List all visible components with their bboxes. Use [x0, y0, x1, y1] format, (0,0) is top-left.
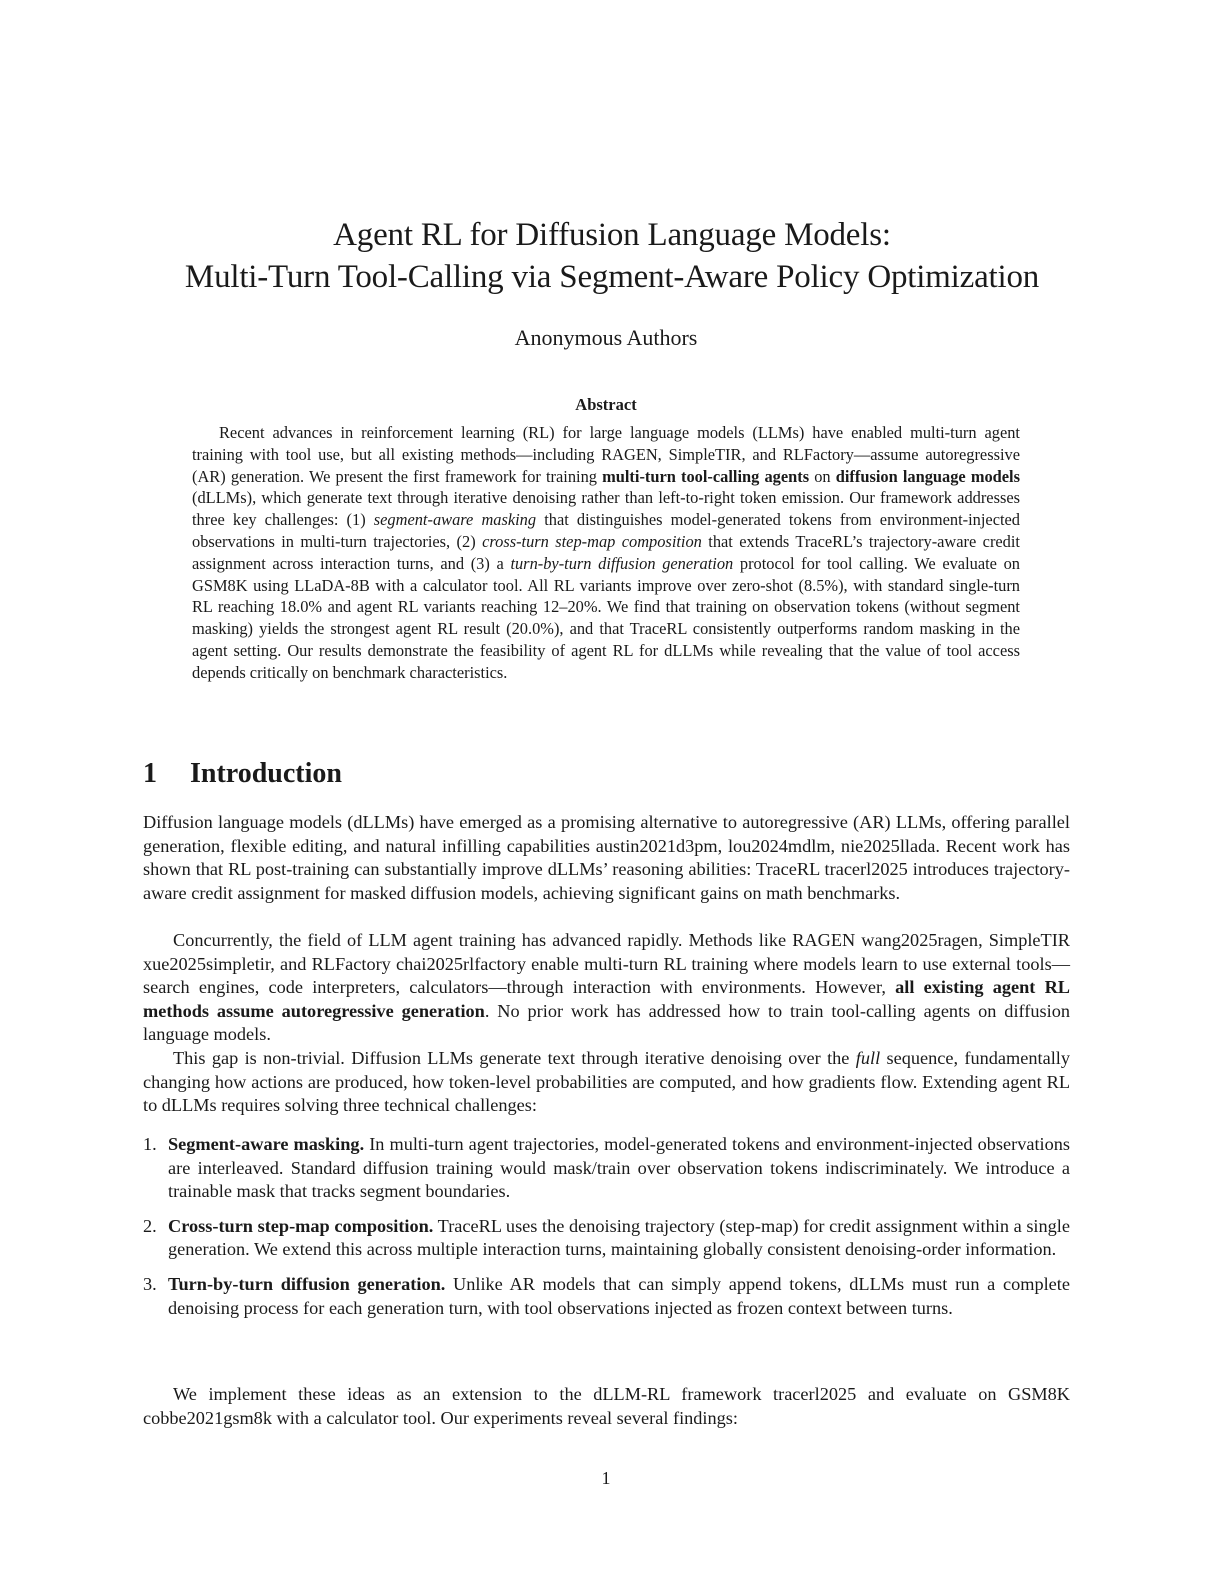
paragraph-span: This gap is non-trivial. Diffusion LLMs generate text through iterative denoising over the — [173, 1048, 856, 1068]
authors: Anonymous Authors — [514, 325, 698, 350]
section-number: 1 — [143, 758, 157, 789]
paper-title-line-1: Agent RL for Diffusion Language Models: — [333, 217, 891, 253]
paragraph-span: Concurrently, the field of LLM agent training has advanced rapidly. Methods like RAGEN wang2025ragen, SimpleTIR xue2025simpletir, and RLFactory chai2025rlfactory enable multi-turn RL training where models learn to use external tools—search engines, code interpreters, calculators—through interaction with environments. However, — [143, 930, 1070, 998]
abstract-heading: Abstract — [575, 395, 637, 414]
list-item — [143, 1133, 1070, 1204]
list-item-text: Unlike AR models that can simply append tokens, dLLMs must run a complete denoising process for each generation turn, with tool observations injected as frozen context between turns. — [168, 1273, 1070, 1318]
list-item — [143, 1215, 1070, 1262]
abstract-italic: segment-aware masking — [373, 510, 537, 530]
list-item-title: Segment-aware masking. — [168, 1134, 365, 1154]
list-item-title: Cross-turn step-map composition. — [168, 1215, 434, 1236]
paragraph-span: . No prior work has addressed how to train tool-calling agents on diffusion language models. — [143, 1000, 1070, 1045]
list-marker: 2. — [143, 1215, 157, 1236]
list-item-text: TraceRL uses the denoising trajectory (step-map) for credit assignment within a single generation. We extend this across multiple interaction turns, maintaining globally consistent denoising-order information. — [168, 1215, 1070, 1260]
list-item-title: Turn-by-turn diffusion generation. — [168, 1273, 446, 1294]
abstract-bold: multi-turn tool-calling agents — [602, 466, 810, 486]
list-marker: 3. — [143, 1273, 157, 1294]
abstract-italic: turn-by-turn diffusion generation — [510, 553, 734, 573]
paper-title — [0, 214, 1224, 298]
abstract-bold: diffusion language models — [835, 466, 1020, 486]
challenges-list — [143, 1133, 1070, 1331]
abstract-span: on — [809, 466, 836, 486]
page-number: 1 — [601, 1468, 611, 1488]
intro-paragraph-2 — [143, 929, 1070, 1047]
intro-paragraph-4: We implement these ideas as an extension to the dLLM-RL framework tracerl2025 and evaluate on GSM8K cobbe2021gsm8k with a calculator tool. Our experiments reveal several findings: — [143, 1384, 1070, 1428]
list-item — [143, 1273, 1070, 1320]
abstract-span: protocol for tool calling. We evaluate on GSM8K using LLaDA-8B with a calculator tool. All RL variants improve over zero-shot (8.5%), with standard single-turn RL reaching 18.0% and agent RL variants reaching 12–20%. We find that training on observation tokens (without segment masking) yields the strongest agent RL result (20.0%), and that TraceRL consistently outperforms random masking in the agent setting. Our results demonstrate the feasibility of agent RL for dLLMs while revealing that the value of tool access depends critically on benchmark characteristics. — [192, 553, 1020, 682]
abstract-span: (dLLMs), which generate text through iterative denoising rather than left-to-right token emission. Our framework addresses three key challenges: (1) — [192, 488, 1020, 530]
intro-paragraph-3 — [143, 1047, 1070, 1118]
abstract-span: that extends TraceRL’s trajectory-aware credit assignment across interaction turns, and (3) a — [192, 531, 1020, 573]
paragraph-bold: all existing agent RL methods assume autoregressive generation — [143, 977, 1070, 1021]
list-marker: 1. — [143, 1134, 157, 1154]
section-heading-introduction — [143, 756, 342, 792]
abstract-span: that distinguishes model-generated tokens from environment-injected observations in multi-turn trajectories, (2) — [192, 510, 1020, 551]
section-title: Introduction — [190, 758, 342, 789]
abstract-italic: cross-turn step-map composition — [482, 531, 702, 551]
intro-paragraph-1: Diffusion language models (dLLMs) have emerged as a promising alternative to autoregressive (AR) LLMs, offering parallel generation, flexible editing, and natural infilling capabilities austin2021d3pm, lou2024mdlm, nie2025llada. Recent work has shown that RL post-training can substantially improve dLLMs’ reasoning abilities: TraceRL tracerl2025 introduces trajectory-aware credit assignment for masked diffusion models, achieving significant gains on math benchmarks. — [143, 812, 1070, 903]
abstract-text — [192, 422, 1020, 684]
paragraph-span: sequence, fundamentally changing how actions are produced, how token-level probabilities are computed, and how gradients flow. Extending agent RL to dLLMs requires solving three technical challenges: — [143, 1048, 1071, 1116]
abstract-span: Recent advances in reinforcement learning (RL) for large language models (LLMs) have enabled multi-turn agent training with tool use, but all existing methods—including RAGEN, SimpleTIR, and RLFactory—assume autoregressive (AR) generation. We present the first framework for training — [192, 423, 1020, 486]
paper-title-line-2: Multi-Turn Tool-Calling via Segment-Aware Policy Optimization — [184, 259, 1040, 295]
list-item-text: In multi-turn agent trajectories, model-generated tokens and environment-injected observations are interleaved. Standard diffusion training would mask/train over observation tokens indiscriminately. We introduce a trainable mask that tracks segment boundaries. — [168, 1134, 1071, 1202]
paragraph-italic: full — [855, 1048, 881, 1068]
